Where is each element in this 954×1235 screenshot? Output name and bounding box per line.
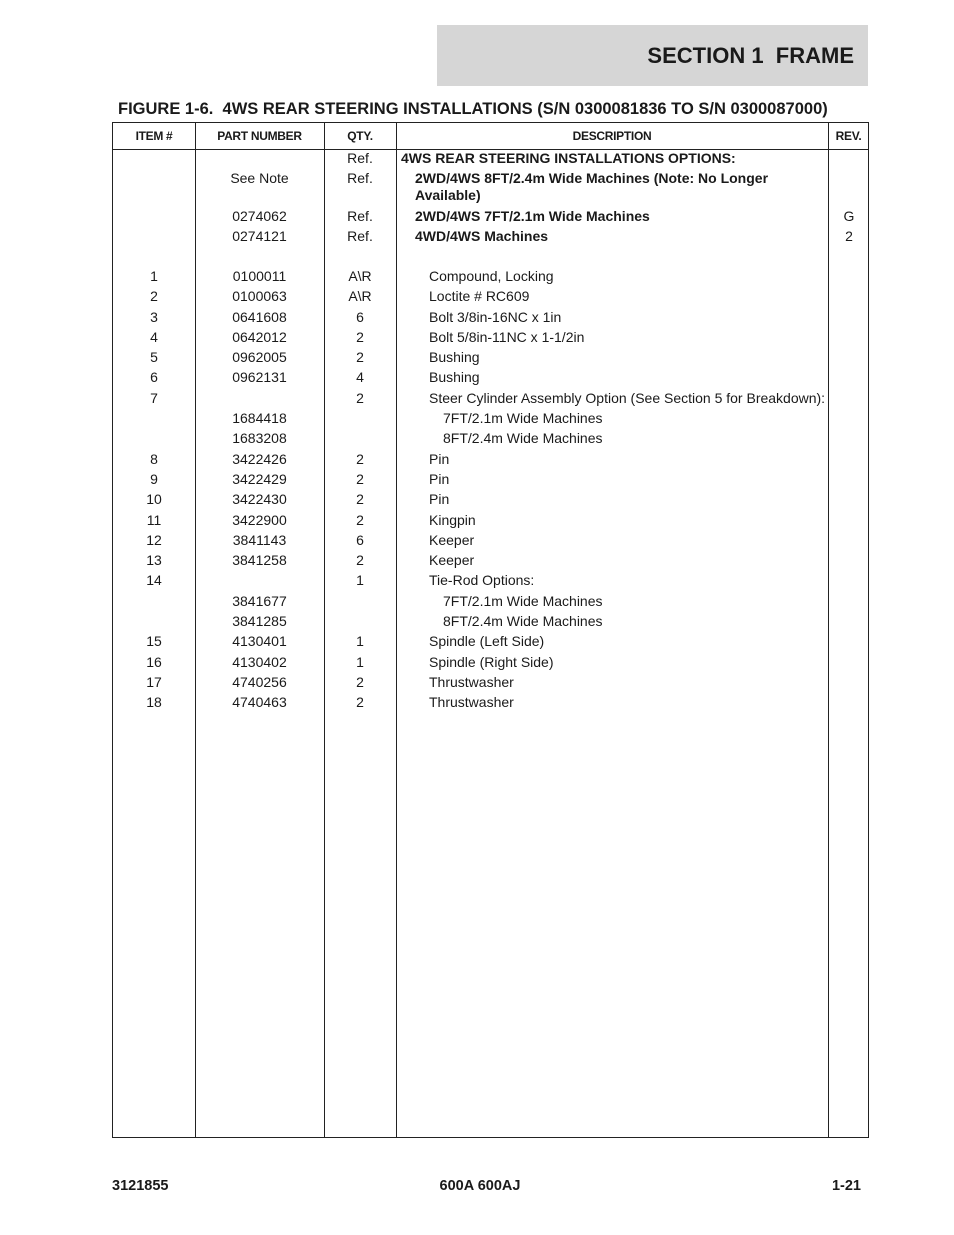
part-number-cell: 4740256 — [232, 673, 287, 690]
item-number-cell: 16 — [146, 653, 162, 670]
part-number-cell: 0962005 — [232, 349, 287, 366]
part-number-cell: 0962131 — [232, 369, 287, 386]
description-cell: Tie-Rod Options: — [429, 572, 535, 589]
revision-cell: G — [843, 208, 855, 224]
item-number-cell: 3 — [150, 308, 158, 325]
table-row — [113, 329, 868, 349]
column-header-part-number: PART NUMBER — [217, 129, 302, 143]
part-number-cell: 1684418 — [232, 410, 287, 427]
quantity-cell: 2 — [356, 470, 364, 487]
description-cell: 8FT/2.4m Wide Machines — [443, 613, 603, 630]
description-cell: Keeper — [429, 552, 475, 569]
item-number-cell: 15 — [146, 633, 162, 650]
table-row — [113, 613, 868, 633]
section-title: SECTION 1 FRAME — [647, 42, 854, 68]
quantity-cell: Ref. — [347, 208, 373, 224]
description-cell: Bushing — [429, 369, 480, 386]
item-number-cell: 13 — [146, 552, 162, 569]
quantity-cell: 4 — [356, 369, 364, 386]
description-cell: 2WD/4WS 7FT/2.1m Wide Machines — [415, 208, 650, 224]
table-row — [113, 410, 868, 430]
part-number-cell: 1683208 — [232, 430, 287, 447]
table-row — [113, 150, 868, 170]
quantity-cell: 6 — [356, 531, 364, 548]
item-number-cell: 6 — [150, 369, 158, 386]
item-number-cell: 11 — [146, 511, 162, 528]
item-number-cell: 7 — [150, 389, 158, 406]
quantity-cell: 1 — [356, 633, 364, 650]
column-header-description: DESCRIPTION — [572, 129, 652, 143]
table-row — [113, 471, 868, 491]
footer-doc-number: 3121855 — [112, 1178, 169, 1194]
quantity-cell: 2 — [356, 511, 364, 528]
description-cell: Thrustwasher — [429, 673, 514, 690]
description-cell: Spindle (Left Side) — [429, 633, 545, 650]
table-row — [113, 654, 868, 674]
table-row — [113, 248, 868, 268]
item-number-cell: 2 — [150, 288, 158, 305]
quantity-cell: 1 — [356, 653, 364, 670]
section-header — [437, 25, 868, 86]
part-number-cell: 4130402 — [232, 653, 287, 670]
quantity-cell: 2 — [356, 491, 364, 508]
item-number-cell: 9 — [150, 470, 158, 487]
description-cell: Bolt 3/8in-16NC x 1in — [429, 308, 562, 325]
part-number-cell: 0274121 — [232, 228, 287, 244]
column-header-rev: REV. — [835, 129, 862, 143]
part-number-cell: 3841143 — [232, 531, 287, 548]
table-row — [113, 451, 868, 471]
part-number-cell: 3422426 — [232, 450, 287, 467]
part-number-cell: 0641608 — [232, 308, 287, 325]
item-number-cell: 1 — [150, 268, 158, 284]
description-cell: 4WS REAR STEERING INSTALLATIONS OPTIONS: — [401, 150, 736, 166]
footer-page-number: 1-21 — [831, 1178, 861, 1194]
quantity-cell: 2 — [356, 349, 364, 366]
description-cell: Compound, Locking — [429, 268, 554, 284]
quantity-cell: 2 — [356, 673, 364, 690]
quantity-cell: 2 — [356, 328, 364, 345]
parts-table — [112, 122, 869, 1138]
quantity-cell: 6 — [356, 308, 364, 325]
description-cell: Loctite # RC609 — [429, 288, 530, 305]
footer-model: 600A 600AJ — [439, 1178, 521, 1194]
description-cell: Kingpin — [429, 511, 476, 528]
description-cell: Steer Cylinder Assembly Option (See Section 5 for Breakdown): — [429, 389, 826, 406]
part-number-cell: 3422430 — [232, 491, 287, 508]
quantity-cell: 1 — [356, 572, 364, 589]
item-number-cell: 18 — [146, 694, 162, 711]
quantity-cell: 2 — [356, 552, 364, 569]
table-row — [113, 694, 868, 714]
column-header-item: ITEM # — [135, 129, 173, 143]
table-row — [113, 208, 868, 228]
table-row — [113, 170, 868, 208]
part-number-cell: 3422900 — [232, 511, 287, 528]
description-cell: 7FT/2.1m Wide Machines — [443, 592, 603, 609]
item-number-cell: 17 — [146, 673, 162, 690]
quantity-cell: Ref. — [347, 170, 373, 186]
description-cell: 8FT/2.4m Wide Machines — [443, 430, 603, 447]
table-row — [113, 512, 868, 532]
part-number-cell: 3841677 — [232, 592, 287, 609]
part-number-cell: 3841285 — [232, 613, 287, 630]
part-number-cell: See Note — [230, 170, 289, 186]
description-cell: Pin — [429, 491, 450, 508]
description-cell: Pin — [429, 470, 450, 487]
description-cell: Bushing — [429, 349, 480, 366]
table-body — [113, 150, 868, 715]
table-row — [113, 228, 868, 248]
part-number-cell: 0100011 — [232, 268, 287, 284]
description-cell: Keeper — [429, 531, 475, 548]
table-row — [113, 390, 868, 410]
quantity-cell: 2 — [356, 450, 364, 467]
column-header-qty: QTY. — [347, 129, 373, 143]
item-number-cell: 8 — [150, 450, 158, 467]
quantity-cell: 2 — [356, 694, 364, 711]
part-number-cell: 0642012 — [232, 328, 287, 345]
table-row — [113, 552, 868, 572]
table-row — [113, 349, 868, 369]
part-number-cell: 0274062 — [232, 208, 287, 224]
table-row — [113, 674, 868, 694]
table-row — [113, 430, 868, 450]
table-row — [113, 572, 868, 592]
table-row — [113, 309, 868, 329]
item-number-cell: 4 — [150, 328, 158, 345]
description-cell: Spindle (Right Side) — [429, 653, 554, 670]
part-number-cell: 4740463 — [232, 694, 287, 711]
description-cell: 2WD/4WS 8FT/2.4m Wide Machines (Note: No Longer Available) — [415, 170, 769, 203]
table-row — [113, 288, 868, 308]
table-row — [113, 633, 868, 653]
table-row — [113, 268, 868, 288]
item-number-cell: 10 — [146, 491, 162, 508]
item-number-cell: 14 — [146, 572, 162, 589]
figure-title: FIGURE 1-6. 4WS REAR STEERING INSTALLATIONS (S/N 0300081836 TO S/N 0300087000) — [118, 100, 828, 118]
description-cell: 7FT/2.1m Wide Machines — [443, 410, 603, 427]
revision-cell: 2 — [845, 228, 853, 244]
table-row — [113, 532, 868, 552]
description-cell: Pin — [429, 450, 450, 467]
item-number-cell: 12 — [146, 531, 162, 548]
part-number-cell: 4130401 — [232, 633, 287, 650]
part-number-cell: 3422429 — [232, 470, 287, 487]
quantity-cell: A\R — [348, 268, 372, 284]
quantity-cell: A\R — [348, 288, 372, 305]
description-cell: Bolt 5/8in-11NC x 1-1/2in — [429, 328, 585, 345]
quantity-cell: Ref. — [347, 228, 373, 244]
table-row — [113, 491, 868, 511]
description-cell: Thrustwasher — [429, 694, 514, 711]
item-number-cell: 5 — [150, 349, 158, 366]
part-number-cell: 0100063 — [232, 288, 287, 305]
table-row — [113, 369, 868, 389]
description-cell: 4WD/4WS Machines — [415, 228, 549, 244]
quantity-cell: 2 — [356, 389, 364, 406]
part-number-cell: 3841258 — [232, 552, 287, 569]
quantity-cell: Ref. — [347, 150, 373, 166]
table-row — [113, 593, 868, 613]
